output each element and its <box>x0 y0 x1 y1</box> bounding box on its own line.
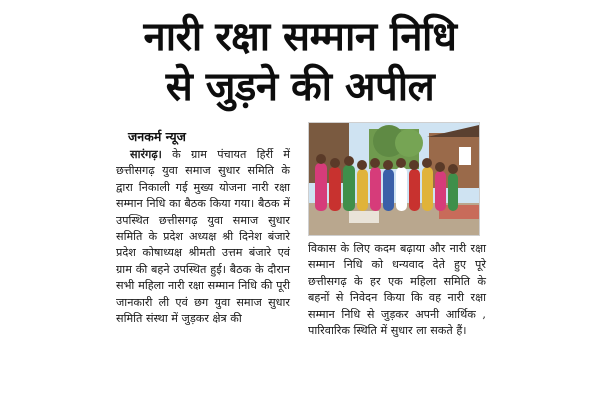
article-column-right: विकास के लिए कदम बढ़ाया और नारी रक्षा सम्मान निधि को धन्यवाद देते हुए पूरे छत्तीसगढ़ के हर एक महिला समिति के बहनों से निवेदन किया कि वह नारी रक्षा सम्मान निधि से जुड़कर अपनी आर्थिक , पारिवारिक स्थिति में सुधार ला सकते हैं। <box>308 242 486 338</box>
byline: जनकर्म न्यूज <box>128 129 186 144</box>
news-photo <box>308 122 480 236</box>
headline-line-1: नारी रक्षा सम्मान निधि <box>143 14 457 60</box>
article-body-left: के ग्राम पंचायत हिर्री में छत्तीसगढ़ युवा समाज सुधार समिति के द्वारा निकाली गई मुख्य योजना नारी रक्षा सम्मान निधि का बैठक किया गया। बैठक में उपस्थित छत्तीसगढ़ युवा समाज सुधार समिति के प्रदेश अध्यक्ष श्री दिनेश बंजारे प्रदेश कोषाध्यक्ष श्रीमती उत्तम बंजारे एवं ग्राम की बहने उपस्थित हुई। बैठक के दौरान सभी महिला नारी रक्षा सम्मान निधि की पूरी जानकारी ली एवं छग युवा समाज सुधार समिति संस्था में जुड़कर क्षेत्र की <box>116 148 290 326</box>
group-photo-icon <box>309 123 479 235</box>
headline-line-2: से जुड़ने की अपील <box>165 64 435 110</box>
dateline: सारंगढ़। <box>130 148 162 161</box>
article-column-left <box>116 147 290 327</box>
